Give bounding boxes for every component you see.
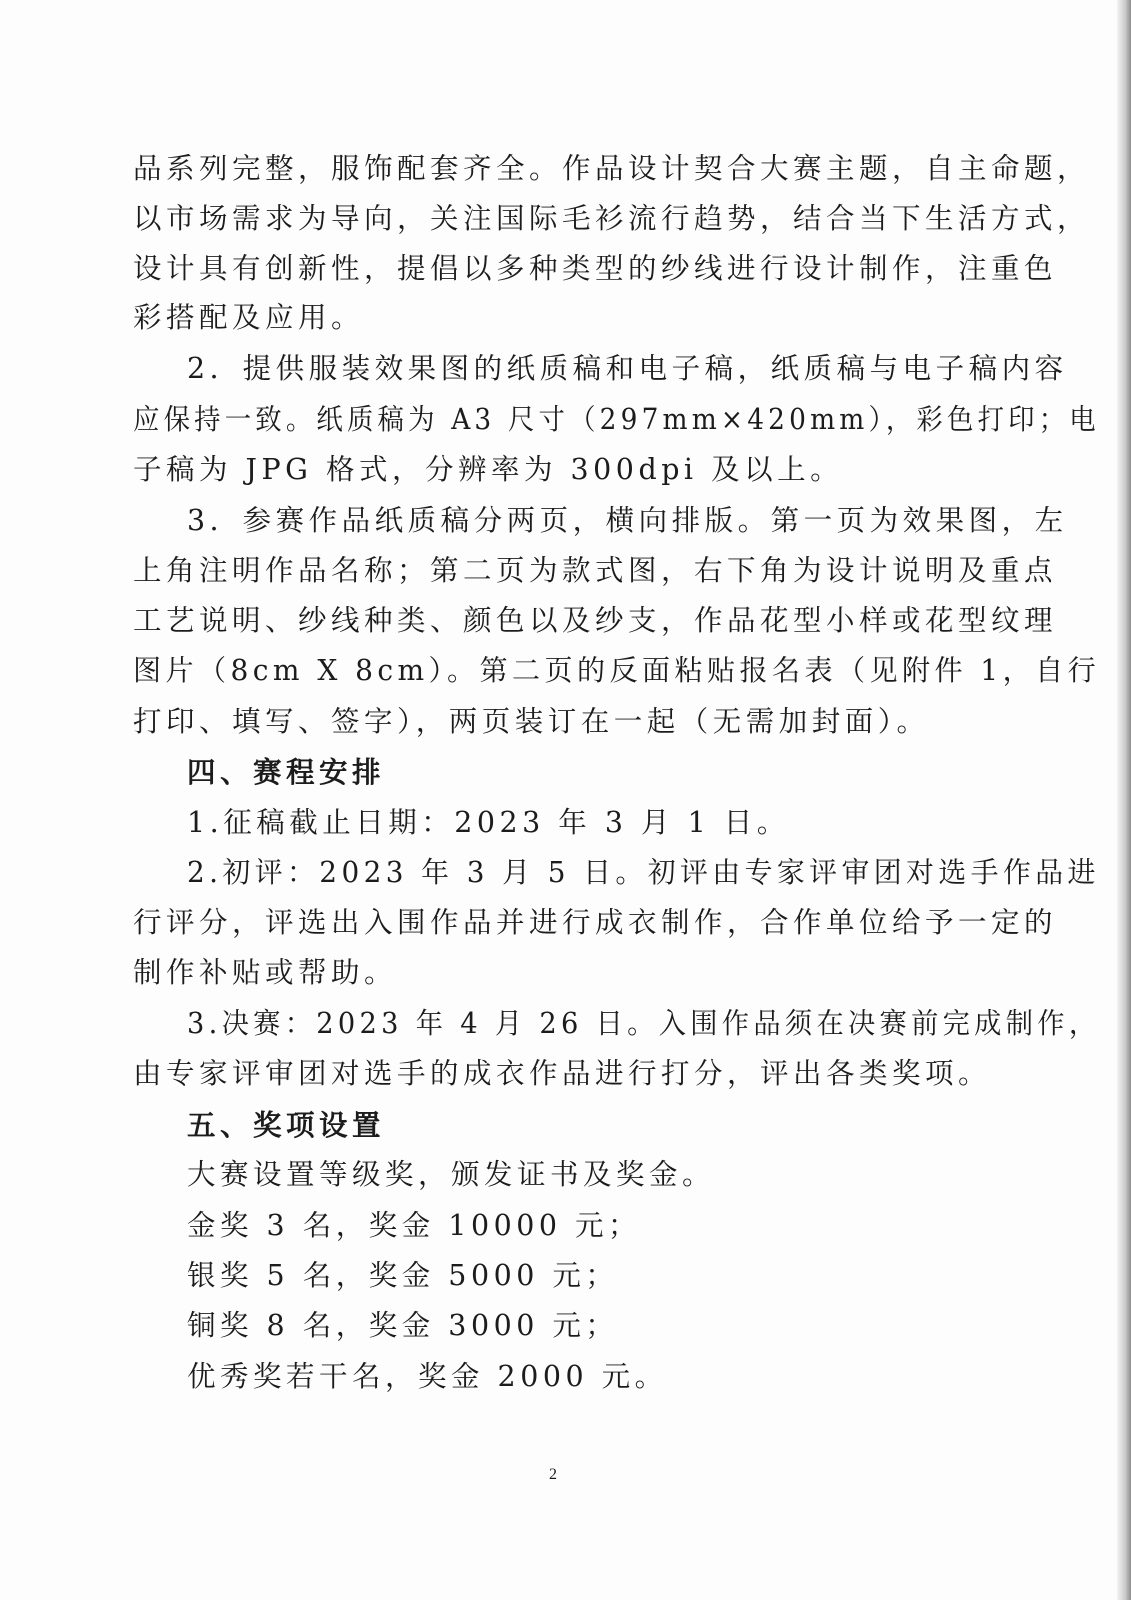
body-line: 品系列完整，服饰配套齐全。作品设计契合大赛主题，自主命题， <box>133 152 1091 185</box>
scan-edge-shadow <box>1117 0 1131 1600</box>
body-line: 设计具有创新性，提倡以多种类型的纱线进行设计制作，注重色 <box>133 252 1058 285</box>
body-line: 彩搭配及应用。 <box>133 301 365 334</box>
body-line: 3.决赛：2023 年 4 月 26 日。入围作品须在决赛前完成制作， <box>187 1007 1101 1040</box>
body-line: 以市场需求为导向，关注国际毛衫流行趋势，结合当下生活方式， <box>133 202 1091 235</box>
award-line: 铜奖 8 名，奖金 3000 元； <box>187 1309 619 1342</box>
award-line: 银奖 5 名，奖金 5000 元； <box>187 1259 619 1292</box>
body-line: 应保持一致。纸质稿为 A3 尺寸（297mm×420mm），彩色打印；电 <box>133 403 1100 436</box>
body-line: 3．参赛作品纸质稿分两页，横向排版。第一页为效果图，左 <box>187 504 1068 537</box>
body-line: 2.初评：2023 年 3 月 5 日。初评由专家评审团对选手作品进 <box>187 856 1100 889</box>
body-line: 图片（8cm X 8cm）。第二页的反面粘贴报名表（见附件 1，自行 <box>133 654 1101 687</box>
page-number: 2 <box>549 1466 557 1483</box>
award-line: 金奖 3 名，奖金 10000 元； <box>187 1209 642 1242</box>
award-line: 优秀奖若干名，奖金 2000 元。 <box>187 1360 668 1393</box>
body-line: 子稿为 JPG 格式，分辨率为 300dpi 及以上。 <box>133 453 844 486</box>
body-line: 1.征稿截止日期：2023 年 3 月 1 日。 <box>187 806 790 839</box>
body-line: 打印、填写、签字），两页装订在一起（无需加封面）。 <box>133 705 930 738</box>
body-line: 由专家评审团对选手的成衣作品进行打分，评出各类奖项。 <box>133 1057 992 1090</box>
section-heading-awards: 五、奖项设置 <box>187 1108 386 1142</box>
section-heading-schedule: 四、赛程安排 <box>187 755 386 789</box>
body-line: 大赛设置等级奖，颁发证书及奖金。 <box>187 1158 716 1191</box>
body-line: 工艺说明、纱线种类、颜色以及纱支，作品花型小样或花型纹理 <box>133 604 1058 637</box>
body-line: 行评分，评选出入围作品并进行成衣制作，合作单位给予一定的 <box>133 906 1058 939</box>
body-line: 2．提供服装效果图的纸质稿和电子稿，纸质稿与电子稿内容 <box>187 352 1068 385</box>
body-line: 上角注明作品名称；第二页为款式图，右下角为设计说明及重点 <box>133 554 1058 587</box>
body-line: 制作补贴或帮助。 <box>133 956 398 989</box>
